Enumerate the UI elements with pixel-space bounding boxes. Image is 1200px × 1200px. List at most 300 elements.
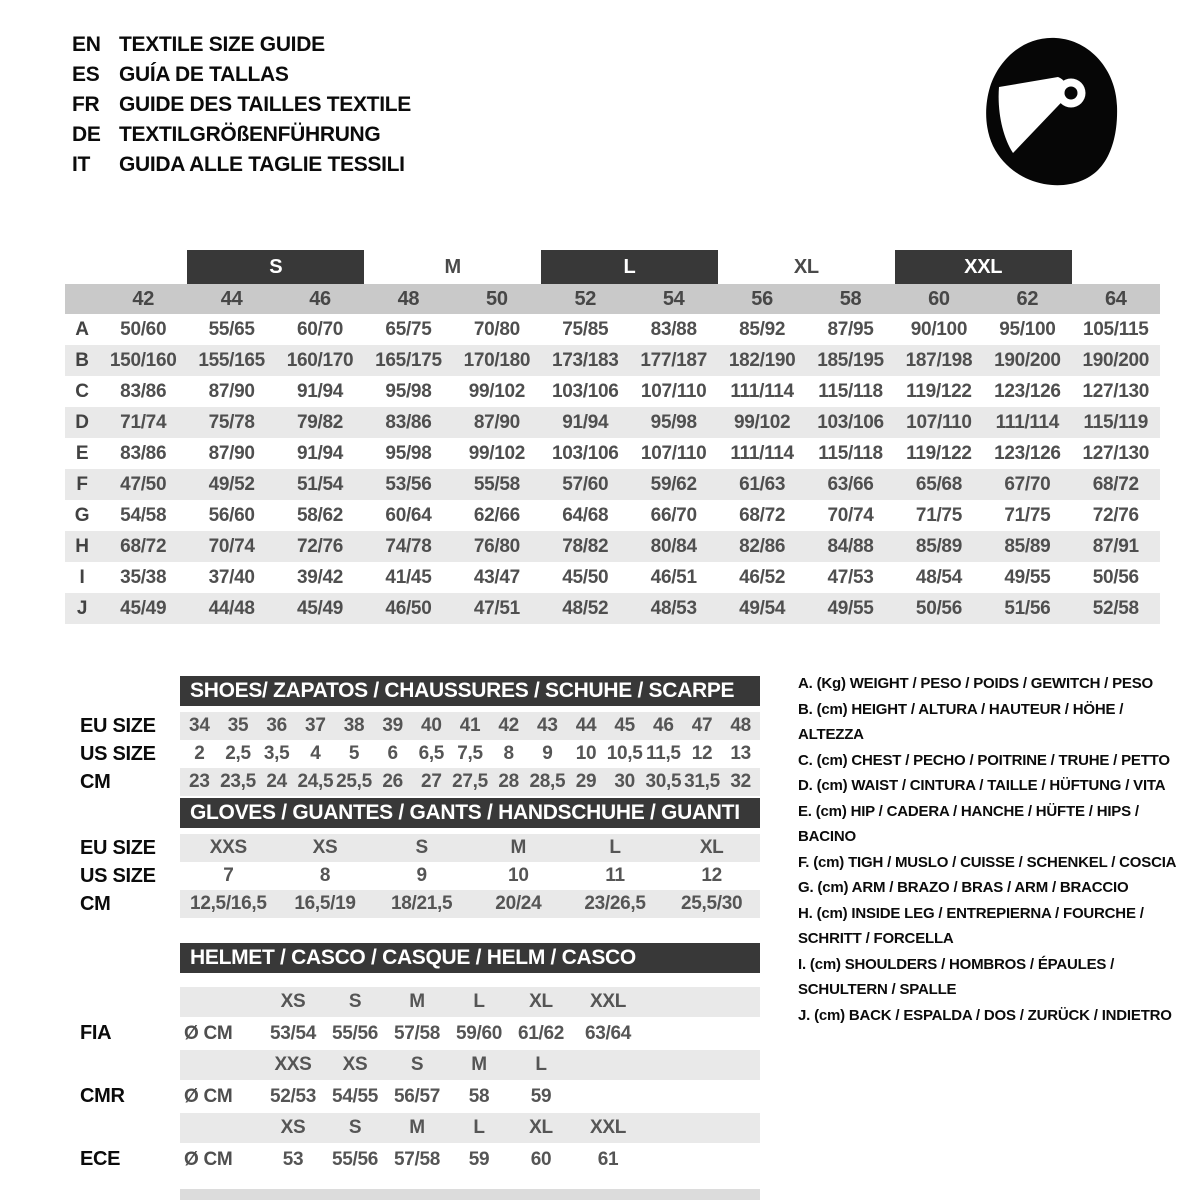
mini-row	[80, 712, 760, 740]
guide-title: GUIDA ALLE TAGLIE TESSILI	[119, 153, 405, 176]
measure-letter: C	[75, 381, 89, 402]
unit-spacer	[180, 1050, 262, 1080]
size-value: S	[415, 837, 428, 858]
size-value: 25,5	[336, 771, 372, 792]
language-code: FR	[72, 93, 100, 116]
measurement-legend	[798, 671, 1186, 1028]
size-group-s: S	[187, 250, 364, 284]
measure-value: 71/74	[99, 407, 187, 438]
size-value: 23/26,5	[584, 893, 646, 914]
measure-value: 46/50	[364, 593, 452, 624]
size-value: XL	[699, 837, 724, 858]
legend-item: E. (cm) HIP / CADERA / HANCHE / HÜFTE / HIPS / BACINO	[798, 802, 1139, 845]
helmet-size: S	[348, 991, 362, 1012]
measure-value: 60/70	[297, 319, 344, 340]
helmet-size: M	[409, 991, 425, 1012]
size-value: 30,5	[645, 771, 682, 792]
measure-value: 83/86	[364, 407, 452, 438]
measure-letter: E	[75, 443, 89, 464]
helmet-size: S	[348, 1117, 362, 1138]
size-value: 27,5	[452, 771, 488, 792]
measure-value: 107/110	[895, 407, 983, 438]
measure-value: 95/98	[385, 443, 432, 464]
size-value: 23	[189, 771, 210, 792]
size-number: 64	[1072, 284, 1160, 314]
mini-row	[80, 890, 760, 918]
helmet-value: 63/64	[584, 1023, 632, 1044]
helmet-value: 53	[282, 1149, 304, 1170]
size-value: 23,5	[220, 771, 256, 792]
legend-item: G. (cm) ARM / BRAZO / BRAS / ARM / BRACCIO	[798, 879, 1129, 896]
measure-value: 54/58	[120, 505, 167, 526]
measure-value: 51/54	[276, 469, 364, 500]
measure-value: 105/115	[1083, 319, 1149, 340]
measure-value: 70/80	[473, 319, 520, 340]
measure-value: 83/88	[650, 319, 697, 340]
size-value: 10	[508, 865, 529, 886]
band-spacer	[65, 284, 99, 314]
size-group-xxl: XXL	[895, 250, 1072, 284]
measure-row	[65, 345, 1160, 376]
measure-value: 87/90	[453, 407, 541, 438]
helmet-size: L	[473, 1117, 485, 1138]
size-value: M	[510, 837, 527, 858]
full-face-helmet-icon	[978, 32, 1128, 195]
size-value: 24,5	[297, 771, 334, 792]
size-value: 9	[542, 743, 553, 764]
row-label-spacer	[80, 987, 180, 1017]
row-cells	[180, 834, 760, 862]
measure-value: 71/75	[1004, 505, 1051, 526]
measure-value: 48/54	[915, 567, 962, 588]
row-label: EU SIZE	[80, 836, 156, 859]
mini-label-spacer	[80, 676, 180, 706]
size-group-xl: XL	[793, 256, 819, 278]
measure-value: 48/52	[541, 593, 629, 624]
measure-value: 78/82	[541, 531, 629, 562]
measure-value: 49/55	[1004, 567, 1051, 588]
helmet-value: 57/58	[393, 1149, 441, 1170]
size-value: 47	[691, 715, 713, 736]
measure-value: 50/56	[1092, 567, 1139, 588]
measure-value: 160/170	[276, 345, 364, 376]
mini-row	[80, 834, 760, 862]
size-number-band	[65, 284, 1160, 314]
measure-value: 71/75	[915, 505, 962, 526]
size-value: 2	[194, 743, 205, 764]
mini-row	[80, 768, 760, 796]
helmet-value-cells	[180, 1143, 760, 1176]
measure-value: 48/53	[629, 593, 717, 624]
standard-label: FIA	[80, 1022, 112, 1044]
language-row	[72, 30, 411, 60]
measure-value: 111/114	[983, 407, 1071, 438]
measure-value: 190/200	[983, 345, 1071, 376]
legend-item: I. (cm) SHOULDERS / HOMBROS / ÉPAULES / SCHULTERN / SPALLE	[798, 955, 1115, 998]
size-group-l: L	[541, 250, 718, 284]
helmet-size-cells	[180, 987, 760, 1017]
measure-value: 49/55	[806, 593, 894, 624]
measure-value: 111/114	[730, 443, 794, 464]
measure-value: 67/70	[983, 469, 1071, 500]
measure-letter: D	[65, 407, 99, 438]
measure-value: 57/60	[541, 469, 629, 500]
measure-value: 123/126	[994, 381, 1061, 402]
measure-value: 61/63	[718, 469, 806, 500]
guide-title: GUIDE DES TAILLES TEXTILE	[119, 93, 411, 116]
measure-value: 70/74	[827, 505, 874, 526]
size-value: 35	[227, 715, 249, 736]
measure-row	[65, 469, 1160, 500]
unit-spacer	[180, 1113, 262, 1143]
helmet-value: 59/60	[455, 1023, 503, 1044]
size-number: 44	[187, 284, 275, 314]
mini-title-bar: HELMET / CASCO / CASQUE / HELM / CASCO	[180, 943, 760, 973]
mini-label-spacer	[80, 943, 180, 973]
size-value: 4	[310, 743, 321, 764]
legend-item: A. (Kg) WEIGHT / PESO / POIDS / GEWITCH / PESO	[798, 675, 1153, 692]
measure-value: 177/187	[629, 345, 717, 376]
measure-letter: G	[74, 505, 90, 526]
measure-value: 55/58	[453, 469, 541, 500]
measure-value: 58/62	[297, 505, 344, 526]
measure-value: 62/66	[473, 505, 520, 526]
measure-value: 63/66	[806, 469, 894, 500]
measure-value: 68/72	[739, 505, 786, 526]
size-value: 40	[421, 715, 442, 736]
mini-title-row	[80, 798, 760, 828]
size-value: 12	[701, 865, 722, 886]
row-label: EU SIZE	[80, 714, 156, 737]
measure-value: 80/84	[629, 531, 717, 562]
measure-value: 99/102	[468, 443, 526, 464]
helmet-size: XS	[342, 1054, 368, 1075]
measure-letter: H	[65, 531, 99, 562]
measure-value: 74/78	[364, 531, 452, 562]
size-value: 8	[319, 865, 331, 886]
language-code: DE	[72, 123, 101, 146]
size-value: 8	[503, 743, 514, 764]
helmet-size-cells	[180, 1113, 760, 1143]
size-number: 46	[276, 284, 364, 314]
helmet-value: 58	[468, 1086, 490, 1107]
size-value: 37	[305, 715, 326, 736]
measure-value: 50/60	[120, 319, 167, 340]
helmet-value-row	[80, 1017, 760, 1050]
helmet-value: 56/57	[393, 1086, 441, 1107]
measure-value: 76/80	[453, 531, 541, 562]
measure-value: 60/64	[385, 505, 432, 526]
measure-letter: B	[65, 345, 99, 376]
mini-title-row	[80, 943, 760, 973]
measure-value: 182/190	[718, 345, 806, 376]
measure-letter: A	[75, 319, 89, 340]
helmet-size: XS	[280, 991, 306, 1012]
measure-value: 35/38	[120, 567, 167, 588]
helmet-size-row	[80, 987, 760, 1017]
measure-row	[65, 562, 1160, 593]
size-value: 2,5	[225, 743, 251, 764]
measure-value: 91/94	[297, 381, 344, 402]
measure-value: 87/90	[208, 443, 255, 464]
size-value: 20/24	[495, 893, 542, 914]
measure-value: 91/94	[297, 443, 344, 464]
helmet-size: XL	[529, 1117, 553, 1138]
measure-value: 45/50	[562, 567, 609, 588]
helmet-value: 61	[597, 1149, 619, 1170]
mini-title-bar: GLOVES / GUANTES / GANTS / HANDSCHUHE / GUANTI	[180, 798, 760, 828]
size-value: 7	[223, 865, 234, 886]
measure-value: 55/65	[208, 319, 255, 340]
measure-row	[65, 376, 1160, 407]
size-value: 26	[382, 771, 403, 792]
size-number: 54	[629, 284, 717, 314]
helmet-value: 55/56	[331, 1023, 379, 1044]
row-cells	[180, 768, 760, 796]
helmet-value-row	[80, 1080, 760, 1113]
measure-row	[65, 500, 1160, 531]
measure-value: 65/75	[385, 319, 432, 340]
helmet-value-row	[80, 1143, 760, 1176]
size-number: 56	[718, 284, 806, 314]
size-value: 29	[575, 771, 597, 792]
helmet-value	[572, 1080, 644, 1113]
legend-item: B. (cm) HEIGHT / ALTURA / HAUTEUR / HÖHE / ALTEZZA	[798, 700, 1124, 743]
language-row	[72, 90, 411, 120]
measure-value: 47/50	[99, 469, 187, 500]
measure-value: 115/119	[1072, 407, 1160, 438]
measure-value: 49/52	[187, 469, 275, 500]
row-label: CM	[80, 892, 111, 915]
measure-value: 82/86	[718, 531, 806, 562]
row-cells	[180, 712, 760, 740]
measure-value: 83/86	[120, 443, 167, 464]
measure-value: 59/62	[629, 469, 717, 500]
size-value: 10,5	[606, 743, 643, 764]
helmet-value: 54/55	[331, 1086, 379, 1107]
measure-value: 103/106	[551, 443, 619, 464]
measure-value: 39/42	[297, 567, 344, 588]
size-value: 18/21,5	[391, 893, 453, 914]
measure-value: 64/68	[562, 505, 609, 526]
size-value: 6	[387, 743, 398, 764]
helmet-size: L	[473, 991, 485, 1012]
row-label: CM	[80, 770, 111, 793]
measure-value: 47/53	[827, 567, 874, 588]
size-value: 38	[343, 715, 365, 736]
guide-title: GUÍA DE TALLAS	[119, 63, 289, 86]
helmet-size: XL	[529, 991, 553, 1012]
row-cells	[180, 740, 760, 768]
size-value: 11	[605, 865, 625, 886]
measure-value: 46/51	[650, 567, 697, 588]
measure-value: 50/56	[895, 593, 983, 624]
measure-value: 155/165	[187, 345, 275, 376]
measure-value: 99/102	[718, 407, 806, 438]
measure-value: 115/118	[818, 381, 883, 402]
helmet-size: XXS	[274, 1054, 312, 1075]
diameter-unit: Ø CM	[184, 1149, 233, 1170]
size-value: XXS	[209, 837, 247, 858]
measure-value: 68/72	[99, 531, 187, 562]
size-value: 41	[459, 715, 481, 736]
size-value: 11,5	[645, 743, 681, 764]
legend-item: D. (cm) WAIST / CINTURA / TAILLE / HÜFTUNG / VITA	[798, 777, 1166, 794]
shoes-size-table	[80, 676, 760, 796]
helmet-size: XXL	[589, 991, 627, 1012]
measure-letter: F	[65, 469, 99, 500]
measure-value: 44/48	[187, 593, 275, 624]
measure-row	[65, 314, 1160, 345]
legend-item: H. (cm) INSIDE LEG / ENTREPIERNA / FOURCHE / SCHRITT / FORCELLA	[798, 904, 1144, 947]
measure-value: 85/92	[739, 319, 786, 340]
size-value: 12,5/16,5	[190, 893, 267, 914]
size-value: 45	[614, 715, 635, 736]
size-value: 31,5	[684, 771, 720, 792]
measure-row	[65, 438, 1160, 469]
cropped-row-strip	[180, 1189, 760, 1200]
helmet-value-cells	[180, 1017, 760, 1050]
measure-value: 173/183	[541, 345, 629, 376]
measure-value: 95/98	[629, 407, 717, 438]
row-label: US SIZE	[80, 742, 156, 765]
size-value: 46	[653, 715, 674, 736]
size-value: 36	[266, 715, 287, 736]
row-cells	[180, 862, 760, 890]
measure-letter: J	[65, 593, 99, 624]
helmet-value-cells	[180, 1080, 760, 1113]
helmet-size: XS	[280, 1117, 306, 1138]
size-group-spacer	[65, 250, 187, 284]
size-value: 44	[575, 715, 597, 736]
size-number: 58	[806, 284, 894, 314]
mini-row	[80, 862, 760, 890]
measure-value: 170/180	[453, 345, 541, 376]
measure-value: 47/51	[453, 593, 541, 624]
helmet-value: 53/54	[269, 1023, 317, 1044]
guide-title: TEXTILE SIZE GUIDE	[119, 33, 325, 56]
helmet-value: 59	[530, 1086, 552, 1107]
measure-value: 72/76	[1092, 505, 1139, 526]
helmet-size-table	[80, 943, 760, 1176]
language-row	[72, 60, 411, 90]
helmet-value: 61/62	[517, 1023, 565, 1044]
measure-value: 95/98	[385, 381, 432, 402]
legend-item: C. (cm) CHEST / PECHO / POITRINE / TRUHE / PETTO	[798, 751, 1170, 769]
measure-value: 51/56	[983, 593, 1071, 624]
measure-value: 68/72	[1072, 469, 1160, 500]
measure-value: 83/86	[120, 381, 167, 402]
helmet-size: M	[409, 1117, 425, 1138]
size-number: 50	[453, 284, 541, 314]
measure-value: 37/40	[208, 567, 255, 588]
unit-spacer	[180, 987, 262, 1017]
measure-value: 72/76	[276, 531, 364, 562]
measure-value: 119/122	[906, 443, 972, 464]
standard-label: CMR	[80, 1085, 125, 1107]
garment-size-table	[65, 250, 1160, 624]
size-value: 7,5	[457, 743, 483, 764]
size-number: 60	[895, 284, 983, 314]
helmet-value: 57/58	[393, 1023, 441, 1044]
language-row	[72, 150, 411, 180]
measure-value: 70/74	[187, 531, 275, 562]
measure-value: 85/89	[895, 531, 983, 562]
size-value: 28,5	[529, 771, 566, 792]
measure-value: 85/89	[983, 531, 1071, 562]
row-label: US SIZE	[80, 864, 156, 887]
measure-value: 75/78	[187, 407, 275, 438]
measure-value: 127/130	[1082, 443, 1150, 464]
size-number: 62	[983, 284, 1071, 314]
measure-value: 187/198	[895, 345, 983, 376]
measure-value: 91/94	[541, 407, 629, 438]
measure-value: 123/126	[994, 443, 1061, 464]
gloves-size-table	[80, 798, 760, 918]
helmet-size-row	[80, 1050, 760, 1080]
legend-item: F. (cm) TIGH / MUSLO / CUISSE / SCHENKEL / COSCIA	[798, 853, 1177, 871]
diameter-unit: Ø CM	[184, 1086, 233, 1107]
measure-value: 75/85	[562, 319, 609, 340]
language-row	[72, 120, 411, 150]
helmet-size	[572, 1050, 644, 1080]
size-value: 48	[730, 715, 751, 736]
measure-value: 65/68	[895, 469, 983, 500]
measure-row	[65, 531, 1160, 562]
measure-value: 115/118	[818, 443, 883, 464]
helmet-value: 55/56	[331, 1149, 379, 1170]
size-value: 25,5/30	[681, 893, 743, 914]
size-value: 24	[266, 771, 287, 792]
size-value: 34	[189, 715, 210, 736]
helmet-value: 60	[530, 1149, 552, 1170]
row-label-spacer	[80, 1050, 180, 1080]
language-code: IT	[72, 153, 91, 176]
measure-value: 43/47	[473, 567, 520, 588]
helmet-value: 52/53	[269, 1086, 317, 1107]
language-code: EN	[72, 33, 101, 56]
measure-letter: I	[79, 567, 85, 588]
size-value: 3,5	[263, 743, 290, 764]
size-value: 43	[537, 715, 558, 736]
mini-label-spacer	[80, 798, 180, 828]
size-value: 16,5/19	[294, 893, 356, 914]
measure-value: 53/56	[364, 469, 452, 500]
measure-value: 87/95	[827, 319, 874, 340]
measure-value: 56/60	[208, 505, 255, 526]
size-value: L	[609, 837, 621, 858]
measure-value: 45/49	[276, 593, 364, 624]
size-group-m: M	[444, 256, 461, 278]
size-value: 30	[614, 771, 635, 792]
size-value: 10	[575, 743, 597, 764]
language-title-list	[72, 30, 411, 180]
size-value: 9	[416, 865, 427, 886]
measure-value: 150/160	[99, 345, 187, 376]
guide-title: TEXTILGRÖßENFÜHRUNG	[119, 123, 381, 146]
size-group-row	[65, 250, 1160, 284]
measure-value: 95/100	[999, 319, 1056, 340]
language-code: ES	[72, 63, 100, 86]
helmet-size: XXL	[589, 1117, 627, 1138]
size-value: 42	[498, 715, 519, 736]
size-value: 13	[730, 743, 751, 764]
measure-value: 84/88	[806, 531, 894, 562]
helmet-size-cells	[180, 1050, 760, 1080]
size-value: 28	[498, 771, 519, 792]
size-value: XS	[312, 837, 338, 858]
spacer	[80, 973, 760, 987]
